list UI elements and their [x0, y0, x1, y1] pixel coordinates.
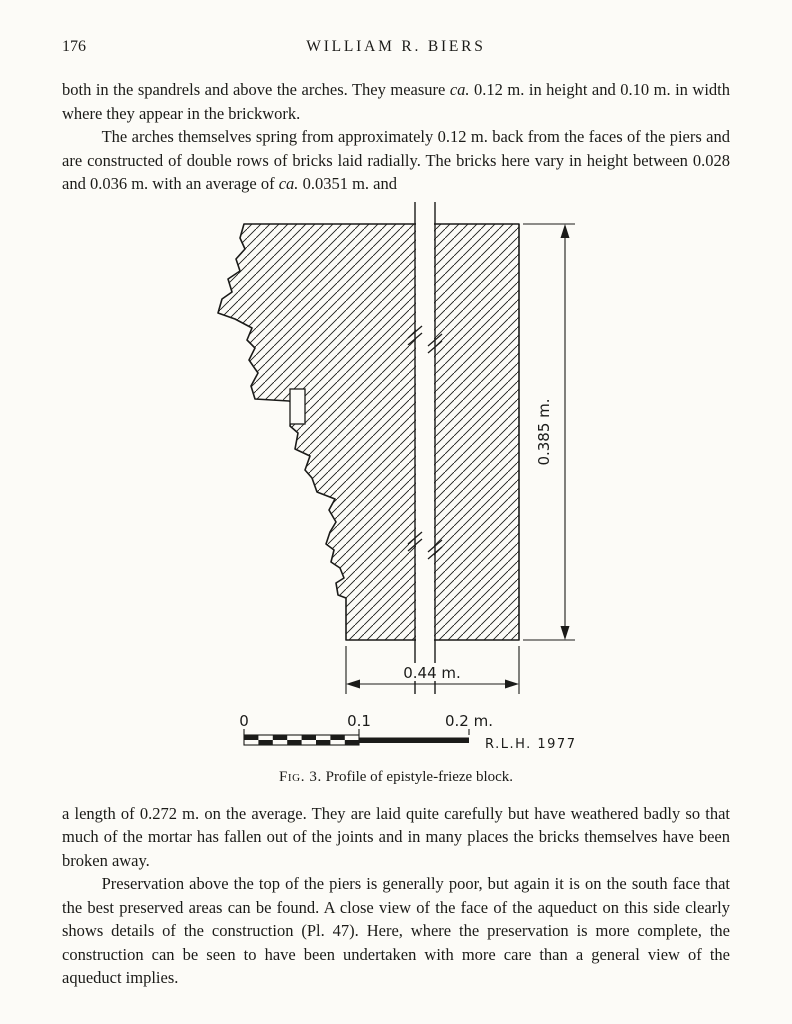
scale-credit: R.L.H. 1977 — [485, 736, 577, 752]
scale-label-zero: 0 — [239, 711, 249, 730]
figure-3 — [139, 202, 699, 763]
scale-solid-segment — [359, 737, 469, 743]
height-dimension-label: 0.385 m. — [535, 397, 553, 466]
scale-label-01: 0.1 — [347, 711, 371, 730]
figure-caption — [62, 769, 730, 786]
profile-outline-hatched — [218, 224, 519, 640]
page-number: 176 — [62, 38, 86, 55]
break-band — [416, 202, 434, 694]
paragraph: both in the spandrels and above the arches. They measure ca. 0.12 m. in height and 0.10 m. in width where they appear in the brickwork. — [62, 80, 730, 123]
paragraph: The arches themselves spring from approximately 0.12 m. back from the faces of the piers and are constructed of double rows of bricks laid radially. The bricks here vary in height between 0.028 and 0.036 m. with an average of ca. 0.0351 m. and — [62, 127, 730, 193]
paragraph: Preservation above the top of the piers is generally poor, but again it is on the south face that the best preserved areas can be found. A close view of the face of the aqueduct on this side clearly shows details of the construction (Pl. 47). Here, where the preservation is more complete, the construction can be seen to have been undertaken with more care than a general view of the aqueduct implies. — [62, 874, 730, 987]
width-dimension-label: 0.44 m. — [403, 663, 461, 682]
body-text-lower — [62, 802, 730, 990]
arrowhead-up-icon — [561, 224, 570, 238]
arrowhead-right-icon — [505, 679, 519, 688]
scale-bar — [239, 712, 576, 752]
scale-label-02: 0.2 m. — [444, 711, 494, 730]
edge-block-detail — [290, 389, 305, 424]
figure-caption-label: Fig. 3. — [278, 768, 322, 785]
arrowhead-down-icon — [561, 626, 570, 640]
body-text — [62, 78, 730, 196]
figure-3-drawing — [139, 202, 699, 758]
page-header — [62, 38, 730, 62]
arrowhead-left-icon — [346, 679, 360, 688]
running-head: WILLIAM R. BIERS — [306, 38, 486, 55]
paragraph: a length of 0.272 m. on the average. They are laid quite carefully but have weathered badly so that much of the mortar has fallen out of the joints and in many places the bricks themselves have been broken away. — [62, 803, 730, 870]
figure-caption-text: Profile of epistyle-frieze block. — [321, 768, 514, 785]
